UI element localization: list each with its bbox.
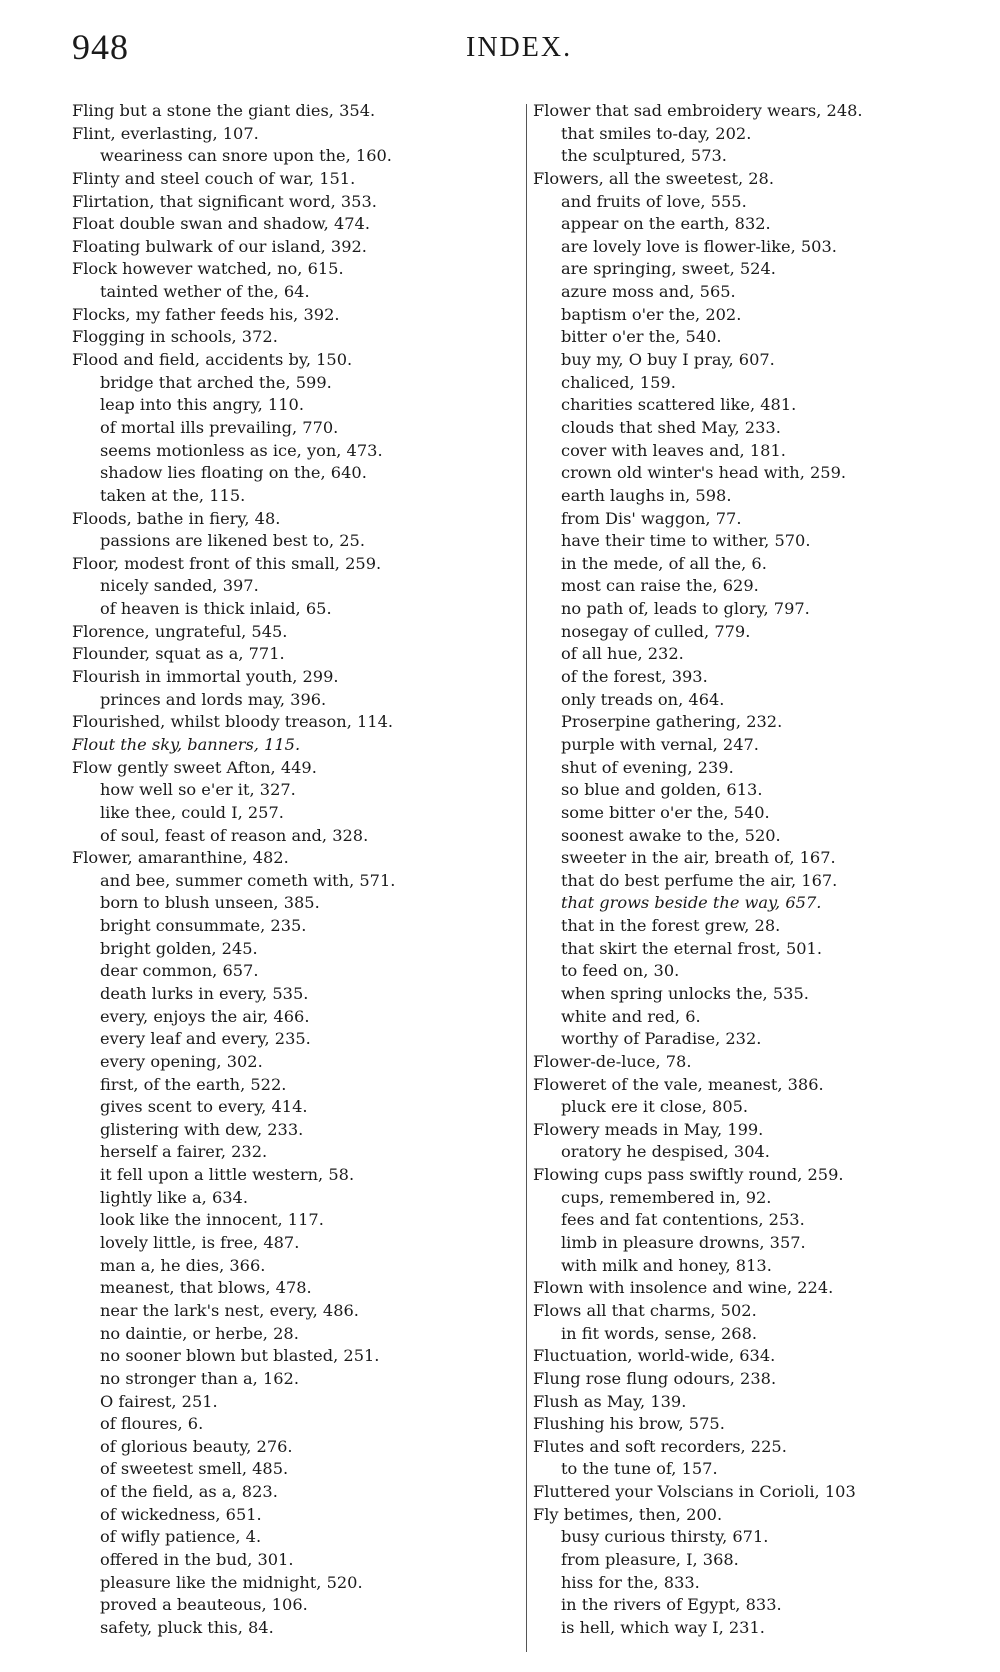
page-header (0, 22, 1000, 72)
index-subentry: bitter o'er the, 540. (561, 327, 722, 347)
index-subentry: every opening, 302. (100, 1051, 263, 1071)
index-subentry: offered in the bud, 301. (100, 1550, 294, 1569)
index-entry: Flush as May, 139. (533, 1391, 687, 1411)
index-subentry: and bee, summer cometh with, 571. (100, 870, 396, 890)
index-subentry: in the rivers of Egypt, 833. (561, 1595, 782, 1615)
index-entry: Flower-de-luce, 78. (533, 1051, 692, 1071)
index-subentry: in fit words, sense, 268. (561, 1323, 758, 1343)
index-subentry: most can raise the, 629. (561, 576, 759, 596)
index-subentry: gives scent to every, 414. (100, 1097, 308, 1117)
index-subentry: charities scattered like, 481. (561, 395, 797, 415)
index-subentry: meanest, that blows, 478. (100, 1278, 312, 1298)
index-subentry: when spring unlocks the, 535. (561, 983, 809, 1003)
index-entry: Floods, bathe in fiery, 48. (72, 508, 281, 528)
index-column-right (533, 100, 993, 1640)
index-entry: Flowing cups pass swiftly round, 259. (533, 1165, 844, 1185)
index-entry: Flinty and steel couch of war, 151. (72, 168, 356, 188)
index-subentry: hiss for the, 833. (561, 1572, 700, 1592)
index-subentry: crown old winter's head with, 259. (561, 463, 847, 483)
index-subentry: have their time to wither, 570. (561, 531, 811, 551)
index-subentry: nosegay of culled, 779. (561, 621, 751, 641)
index-subentry: from pleasure, I, 368. (561, 1550, 739, 1569)
index-entry: Fluctuation, world-wide, 634. (533, 1346, 776, 1366)
index-entry: Flirtation, that significant word, 353. (72, 191, 377, 211)
index-subentry: the sculptured, 573. (561, 146, 727, 166)
index-subentry: of all hue, 232. (561, 644, 684, 664)
index-subentry: of the field, as a, 823. (100, 1482, 278, 1502)
index-entry: Florence, ungrateful, 545. (72, 621, 288, 641)
index-entry: Flogging in schools, 372. (72, 327, 278, 347)
index-entry: Flower that sad embroidery wears, 248. (533, 101, 863, 120)
index-subentry: that in the forest grew, 28. (561, 916, 781, 936)
index-subentry: bridge that arched the, 599. (100, 372, 332, 392)
index-entry: Flock however watched, no, 615. (72, 259, 344, 279)
index-subentry: weariness can snore upon the, 160. (100, 146, 392, 166)
index-subentry: no sooner blown but blasted, 251. (100, 1346, 380, 1366)
index-entry: Flowery meads in May, 199. (533, 1119, 764, 1139)
index-subentry: tainted wether of the, 64. (100, 282, 310, 302)
index-entry: Flint, everlasting, 107. (72, 123, 259, 143)
index-subentry: seems motionless as ice, yon, 473. (100, 440, 383, 460)
index-subentry: azure moss and, 565. (561, 282, 736, 302)
index-entry: Flown with insolence and wine, 224. (533, 1278, 834, 1298)
index-entry: Flows all that charms, 502. (533, 1300, 757, 1320)
index-subentry: of floures, 6. (100, 1414, 204, 1434)
index-subentry: bright golden, 245. (100, 938, 258, 958)
index-subentry: of heaven is thick inlaid, 65. (100, 599, 332, 619)
index-entry: Floor, modest front of this small, 259. (72, 553, 382, 573)
index-entry: Flushing his brow, 575. (533, 1414, 725, 1434)
index-subentry: death lurks in every, 535. (100, 983, 309, 1003)
index-subentry: glistering with dew, 233. (100, 1119, 304, 1139)
index-subentry: busy curious thirsty, 671. (561, 1527, 769, 1547)
index-subentry: sweeter in the air, breath of, 167. (561, 848, 836, 868)
index-subentry: princes and lords may, 396. (100, 689, 327, 709)
index-subentry: every leaf and every, 235. (100, 1029, 311, 1049)
index-entry: Float double swan and shadow, 474. (72, 214, 370, 234)
index-subentry: of sweetest smell, 485. (100, 1459, 289, 1479)
index-subentry: limb in pleasure drowns, 357. (561, 1233, 806, 1253)
index-subentry: clouds that shed May, 233. (561, 417, 781, 437)
index-entry: Flower, amaranthine, 482. (72, 848, 289, 868)
index-subentry: it fell upon a little western, 58. (100, 1165, 355, 1185)
index-subentry: is hell, which way I, 231. (561, 1617, 765, 1637)
index-subentry: herself a fairer, 232. (100, 1142, 268, 1162)
index-entry: Flounder, squat as a, 771. (72, 644, 285, 664)
index-subentry: dear common, 657. (100, 961, 259, 981)
index-subentry: shut of evening, 239. (561, 757, 734, 777)
index-subentry: how well so e'er it, 327. (100, 780, 296, 800)
column-divider (526, 104, 527, 1652)
index-subentry: white and red, 6. (561, 1006, 701, 1026)
index-subentry: some bitter o'er the, 540. (561, 802, 770, 822)
index-subentry: to feed on, 30. (561, 961, 680, 981)
index-entry: Flout the sky, banners, 115. (72, 734, 301, 754)
index-subentry: that skirt the eternal frost, 501. (561, 938, 822, 958)
page-number: 948 (72, 27, 129, 67)
index-entry: Flutes and soft recorders, 225. (533, 1436, 787, 1456)
index-subentry: only treads on, 464. (561, 689, 725, 709)
index-entry: Fling but a stone the giant dies, 354. (72, 101, 376, 120)
index-subentry: cover with leaves and, 181. (561, 440, 786, 460)
index-subentry: are lovely love is flower-like, 503. (561, 236, 837, 256)
index-subentry: soonest awake to the, 520. (561, 825, 781, 845)
index-column-left (72, 100, 522, 1640)
index-subentry: proved a beauteous, 106. (100, 1595, 308, 1615)
index-subentry: like thee, could I, 257. (100, 802, 284, 822)
index-subentry: are springing, sweet, 524. (561, 259, 776, 279)
index-subentry: leap into this angry, 110. (100, 395, 304, 415)
index-subentry: that do best perfume the air, 167. (561, 870, 838, 890)
index-subentry: man a, he dies, 366. (100, 1255, 266, 1275)
index-subentry: baptism o'er the, 202. (561, 304, 742, 324)
index-subentry: of the forest, 393. (561, 667, 708, 687)
index-subentry: passions are likened best to, 25. (100, 531, 365, 551)
index-entry: Flow gently sweet Afton, 449. (72, 757, 317, 777)
index-subentry: pleasure like the midnight, 520. (100, 1572, 363, 1592)
index-entry: Fluttered your Volscians in Corioli, 103 (533, 1482, 856, 1502)
index-subentry: from Dis' waggon, 77. (561, 508, 742, 528)
index-entry: Flourish in immortal youth, 299. (72, 667, 339, 687)
index-subentry: that grows beside the way, 657. (561, 893, 822, 913)
index-subentry: with milk and honey, 813. (561, 1255, 772, 1275)
running-head: INDEX. (466, 32, 573, 63)
index-subentry: lovely little, is free, 487. (100, 1233, 300, 1253)
index-subentry: cups, remembered in, 92. (561, 1187, 772, 1207)
index-subentry: appear on the earth, 832. (561, 214, 771, 234)
index-entry: Flood and field, accidents by, 150. (72, 350, 353, 370)
index-subentry: no stronger than a, 162. (100, 1368, 300, 1388)
index-subentry: that smiles to-day, 202. (561, 123, 752, 143)
index-subentry: and fruits of love, 555. (561, 191, 747, 211)
index-subentry: born to blush unseen, 385. (100, 893, 320, 913)
index-entry: Floweret of the vale, meanest, 386. (533, 1074, 824, 1094)
index-subentry: no daintie, or herbe, 28. (100, 1323, 299, 1343)
index-subentry: buy my, O buy I pray, 607. (561, 350, 775, 370)
index-subentry: look like the innocent, 117. (100, 1210, 324, 1230)
index-entry: Floating bulwark of our island, 392. (72, 236, 367, 256)
index-subentry: of wifly patience, 4. (100, 1527, 262, 1547)
index-subentry: to the tune of, 157. (561, 1459, 718, 1479)
index-subentry: nicely sanded, 397. (100, 576, 259, 596)
index-subentry: chaliced, 159. (561, 372, 676, 392)
index-subentry: worthy of Paradise, 232. (561, 1029, 762, 1049)
index-subentry: every, enjoys the air, 466. (100, 1006, 310, 1026)
index-subentry: taken at the, 115. (100, 485, 246, 505)
index-subentry: O fairest, 251. (100, 1391, 218, 1411)
index-subentry: lightly like a, 634. (100, 1187, 248, 1207)
index-subentry: purple with vernal, 247. (561, 734, 759, 754)
index-subentry: bright consummate, 235. (100, 916, 307, 936)
index-subentry: of soul, feast of reason and, 328. (100, 825, 369, 845)
index-subentry: shadow lies floating on the, 640. (100, 463, 367, 483)
index-subentry: fees and fat contentions, 253. (561, 1210, 805, 1230)
index-subentry: of mortal ills prevailing, 770. (100, 417, 339, 437)
index-subentry: no path of, leads to glory, 797. (561, 599, 810, 619)
index-subentry: oratory he despised, 304. (561, 1142, 770, 1162)
index-subentry: in the mede, of all the, 6. (561, 553, 767, 573)
index-entry: Flung rose flung odours, 238. (533, 1368, 777, 1388)
index-subentry: safety, pluck this, 84. (100, 1617, 274, 1637)
index-subentry: of wickedness, 651. (100, 1504, 262, 1524)
index-entry: Flocks, my father feeds his, 392. (72, 304, 340, 324)
index-subentry: pluck ere it close, 805. (561, 1097, 749, 1117)
index-subentry: of glorious beauty, 276. (100, 1436, 293, 1456)
index-subentry: near the lark's nest, every, 486. (100, 1300, 359, 1320)
index-entry: Flowers, all the sweetest, 28. (533, 168, 774, 188)
index-subentry: so blue and golden, 613. (561, 780, 763, 800)
index-subentry: Proserpine gathering, 232. (561, 712, 783, 732)
index-entry: Flourished, whilst bloody treason, 114. (72, 712, 394, 732)
index-subentry: earth laughs in, 598. (561, 485, 732, 505)
index-subentry: first, of the earth, 522. (100, 1074, 287, 1094)
index-entry: Fly betimes, then, 200. (533, 1504, 723, 1524)
